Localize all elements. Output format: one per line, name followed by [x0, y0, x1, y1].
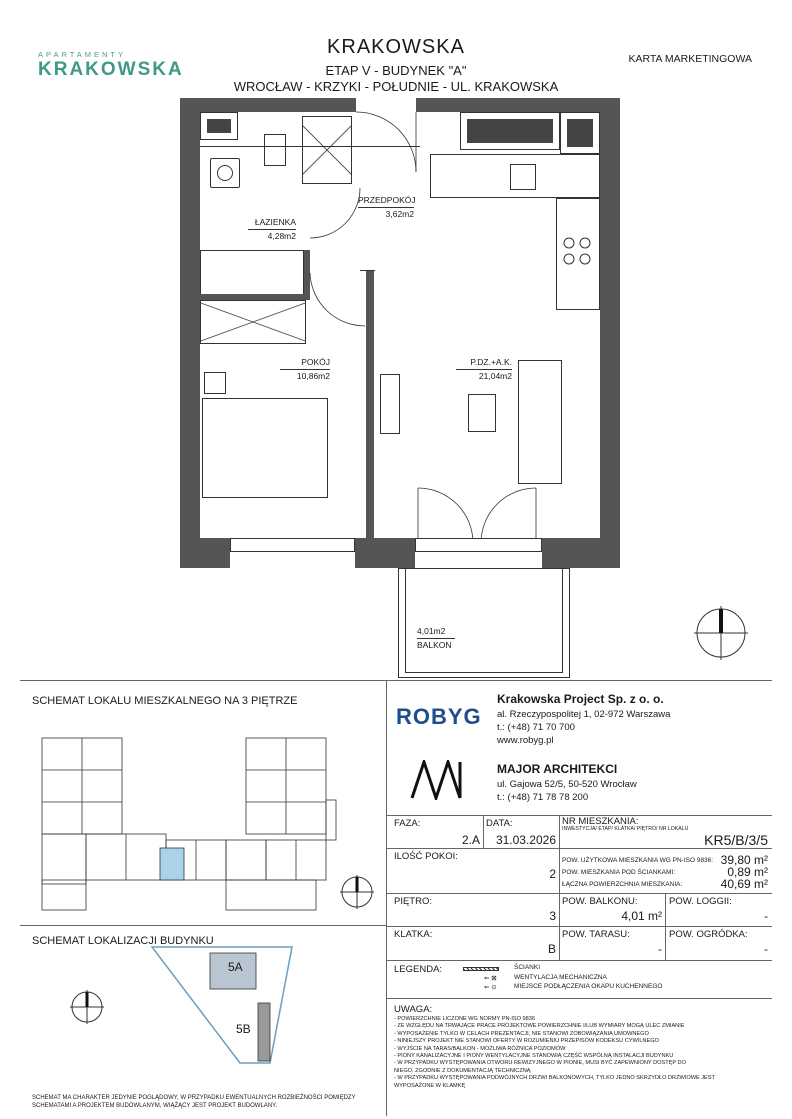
nr-label: NR MIESZKANIA:: [562, 816, 639, 827]
room-area: 21,04m2: [478, 371, 512, 381]
room-area: 3,62m2: [385, 209, 414, 219]
bed: [202, 398, 328, 498]
floor-plan: [180, 98, 620, 568]
partition-wall: [366, 270, 374, 538]
info-table: [386, 815, 772, 960]
room-name: BALKON: [417, 640, 452, 650]
note-item: - ZE WZGLĘDU NA TRWAJĄCE PRACE PROJEKTOWE POWIERZCHNIE I/LUB WYMIARY MOGĄ ULEC ZMIANIE: [394, 1023, 685, 1030]
note-item: - W PRZYPADKU WYSTĘPOWANIA PODWÓJNYCH DRZWI BALKONOWYCH, TYLKO JEDNO SKRZYDŁO DRZWIOWE JEST: [394, 1075, 715, 1082]
note-item: - W PRZYPADKU WYSTĘPOWANIA OTWORU REWIZYJNEGO W PIONIE, MUSI BYĆ ZAPEWNIONY DOSTĘP DO: [394, 1060, 686, 1067]
page-title: KRAKOWSKA: [327, 36, 465, 58]
sofa: [518, 360, 562, 484]
architect-phone: t.: (+48) 71 78 78 200: [497, 792, 589, 803]
notes-list: [394, 1016, 768, 1090]
developer-name: Krakowska Project Sp. z o. o.: [497, 692, 664, 706]
legend-item: MIEJSCE PODŁĄCZENIA OKAPU KUCHENNEGO: [514, 983, 663, 990]
hood-icon: ⇐ ⊙: [484, 984, 497, 991]
area2-value: 0,89 m²: [727, 865, 768, 879]
klatka-value: B: [547, 942, 556, 956]
balcony-door: [415, 538, 542, 552]
room-label-balcony: [417, 625, 455, 652]
area3-value: 40,69 m²: [720, 877, 768, 891]
sink-icon: [510, 164, 536, 190]
legend-label: LEGENDA:: [394, 964, 443, 975]
robyg-logo: ROBYG: [396, 704, 482, 729]
data-label: DATA:: [486, 818, 513, 829]
pietro-label: PIĘTRO:: [394, 896, 433, 907]
page-address: WROCŁAW - KRZYKI - POŁUDNIE - UL. KRAKOWSKA: [233, 79, 559, 94]
note-item: WYPOSAŻONE W KLAMKĘ: [394, 1082, 466, 1089]
area1-value: 39,80 m²: [720, 853, 768, 867]
tv-stand: [380, 374, 400, 434]
pokoi-label: ILOŚĆ POKOI:: [394, 851, 458, 862]
klatka-label: KLATKA:: [394, 929, 433, 940]
legend-item: ŚCIANKI: [514, 964, 541, 971]
floor-schematic-title: SCHEMAT LOKALU MIESZKALNEGO NA 3 PIĘTRZE: [32, 695, 298, 707]
cooktop-icon: [560, 234, 594, 268]
note-item: - WYJŚCIE NA TARAS/BALKON - MOŻLIWA RÓŻNICA POZIOMÓW: [394, 1045, 566, 1052]
compass-icon: [340, 875, 374, 909]
developer-web[interactable]: www.robyg.pl: [497, 735, 554, 746]
building-schematic: [150, 945, 300, 1065]
nr-value: KR5/B/3/5: [704, 832, 768, 848]
room-name: ŁAZIENKA: [248, 216, 296, 230]
balkon-value: 4,01 m²: [621, 909, 662, 923]
logo-main-text: KRAKOWSKA: [38, 59, 184, 80]
balcony: [398, 568, 570, 678]
nightstand: [204, 372, 226, 394]
note-item: - POWIERZCHNIE LICZONE WG NORMY PN-ISO 9836: [394, 1016, 536, 1022]
architect-address: ul. Gajowa 52/5, 50-520 Wrocław: [497, 779, 637, 790]
nr-sub: INWESTYCJA/ ETAP/ KLATKA/ PIĘTRO/ NR LOKALU: [562, 826, 689, 832]
developer-address: al. Rzeczypospolitej 1, 02-972 Warszawa: [497, 709, 671, 720]
ogrodek-value: -: [764, 942, 768, 956]
loggia-label: POW. LOGGII:: [669, 896, 732, 907]
divider: [20, 925, 386, 926]
floor-schematic: [40, 730, 380, 920]
building-a-label: 5A: [228, 960, 243, 974]
room-name: P.DZ.+A.K.: [456, 356, 512, 370]
note-item: - WYPOSAŻENIE TYLKO W CELACH PREZENTACJI, NIE STANOWI ZOBOWIĄZANIA UMOWNEGO: [394, 1030, 649, 1037]
major-architekci-logo: [410, 760, 466, 800]
legend-item: WENTYLACJA MECHANICZNA: [514, 974, 607, 981]
logo-top-text: APARTAMENTY: [38, 50, 127, 59]
ventilation-icon: ⇐ ⊠: [484, 975, 497, 982]
ogrodek-label: POW. OGRÓDKA:: [669, 929, 748, 940]
room-label-living: [456, 356, 512, 383]
faza-value: 2.A: [461, 833, 480, 847]
building-schematic-title: SCHEMAT LOKALIZACJI BUDYNKU: [32, 935, 214, 947]
pietro-value: 3: [549, 909, 556, 923]
room-area: 4,01m2: [417, 625, 455, 639]
notes-label: UWAGA:: [394, 1004, 433, 1015]
area2-label: POW. MIESZKANIA POD ŚCIANKAMI:: [562, 869, 676, 876]
loggia-value: -: [764, 909, 768, 923]
balkon-label: POW. BALKONU:: [562, 896, 638, 907]
room-area: 4,28m2: [267, 231, 296, 241]
divider: [386, 998, 772, 999]
divider: [20, 680, 772, 681]
area1-label: POW. UŻYTKOWA MIESZKANIA WG PN-ISO 9836:: [562, 857, 714, 864]
developer-phone: t.: (+48) 71 70 700: [497, 722, 575, 733]
partition-wall: [360, 270, 375, 271]
schematic-disclaimer: SCHEMAT MA CHARAKTER JEDYNIE POGLĄDOWY, W PRZYPADKU EWENTUALNYCH ROZBIEŻNOŚCI POMIĘDZY SCHEMATAMI A PROJEKTEM BUDOWLANYM, WIĄŻĄCY JEST PROJEKT BUDOWLANY.: [32, 1095, 356, 1109]
room-name: POKÓJ: [280, 356, 330, 370]
compass-icon: [70, 990, 104, 1024]
note-item: - NINIEJSZY PROJEKT NIE STANOWI OFERTY W ROZUMIENIU PRZEPISÓW KODEKSU CYWILNEGO: [394, 1038, 659, 1045]
area3-label: ŁĄCZNA POWIERZCHNIA MIESZKANIA:: [562, 881, 683, 888]
note-item: NIEGO, ZGODNIE Z DOKUMENTACJĄ TECHNICZNĄ: [394, 1067, 531, 1074]
armchair: [468, 394, 496, 432]
taras-label: POW. TARASU:: [562, 929, 630, 940]
room-label-hallway: [358, 194, 414, 221]
room-label-bedroom: [280, 356, 330, 383]
compass-icon: [694, 606, 748, 660]
wall-hatch-icon: [463, 967, 499, 971]
data-value: 31.03.2026: [495, 833, 556, 847]
note-item: - PIONY KANALIZACYJNE I PIONY WENTYLACYJNE STANOWIĄ CZĘŚĆ WSPÓLNĄ INSTALACJI BUDYNKU: [394, 1053, 674, 1060]
page-subtitle: ETAP V - BUDYNEK "A": [325, 63, 467, 78]
architect-name: MAJOR ARCHITEKCI: [497, 762, 618, 776]
taras-value: -: [658, 942, 662, 956]
card-type: KARTA MARKETINGOWA: [628, 53, 752, 65]
room-area: 10,86m2: [296, 371, 330, 381]
faza-label: FAZA:: [394, 818, 421, 829]
building-b-label: 5B: [236, 1022, 251, 1036]
room-label-bathroom: [248, 216, 296, 243]
pokoi-value: 2: [549, 867, 556, 881]
window: [230, 538, 355, 552]
room-name: PRZEDPOKÓJ: [358, 194, 414, 208]
